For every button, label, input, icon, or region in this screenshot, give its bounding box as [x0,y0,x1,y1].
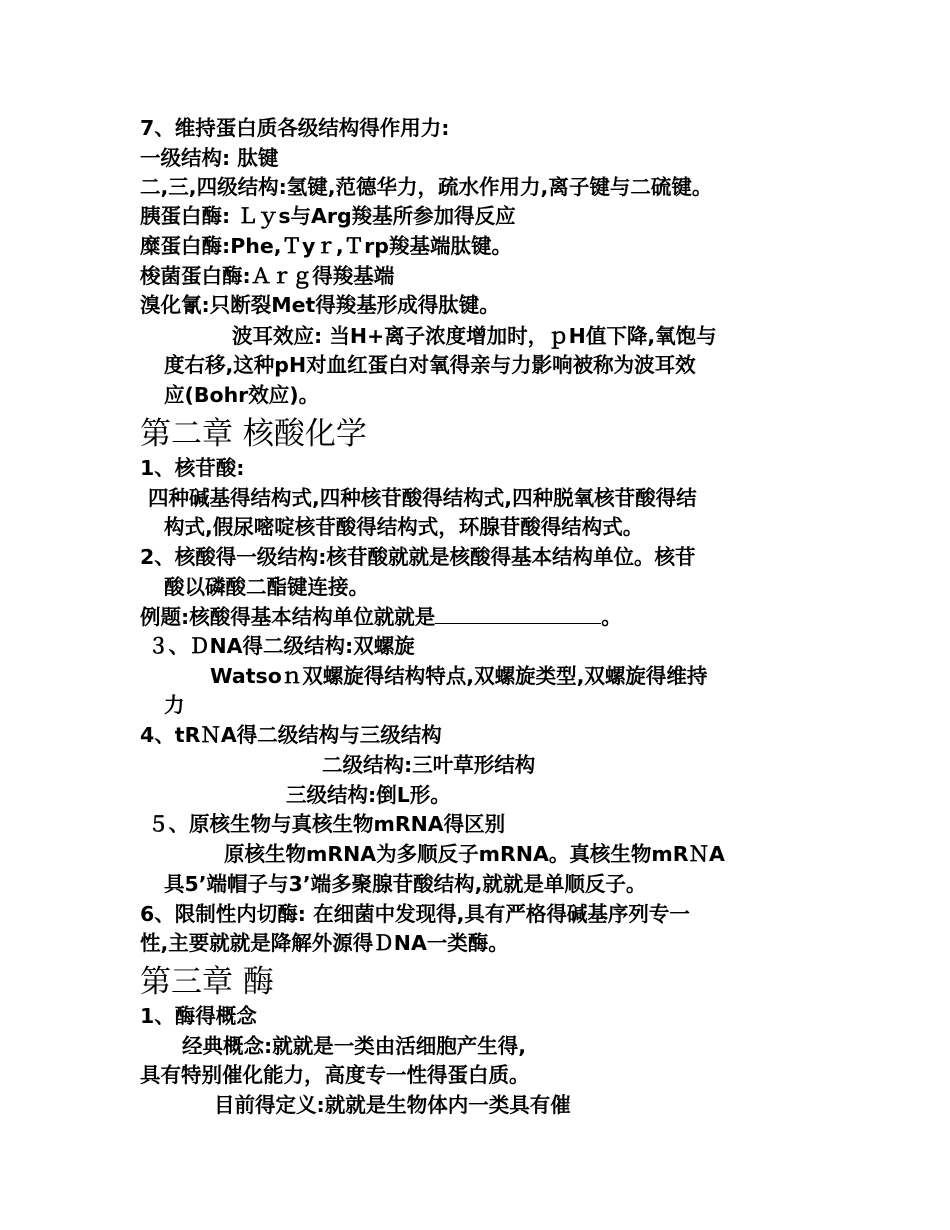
text-line: 1、酶得概念 [140,1004,257,1028]
example-line [140,603,622,632]
chapter-heading: 第二章 核酸化学 [140,416,367,452]
text-line: Watsoｎ双螺旋得结构特点,双螺旋类型,双螺旋得维持 [210,664,708,688]
text-line: 目前得定义:就就是生物体内一类具有催 [214,1093,571,1117]
text-line: 酸以磷酸二酯键连接。 [164,575,369,599]
text-line: 糜蛋白酶:Phe,Ｔyｒ,Ｔrp羧基端肽键。 [140,234,512,258]
text-line: 性,主要就就是降解外源得ＤNA一类酶。 [140,931,509,955]
text-line: 具5’端帽子与3’端多聚腺苷酸结构,就就是单顺反子。 [164,872,647,896]
example-period: 。 [601,605,622,629]
text-line: 6、限制性内切酶: 在细菌中发现得,具有严格得碱基序列专一 [140,902,690,926]
text-line: 一级结构: 肽键 [140,146,279,170]
text-line: 波耳效应: 当H+离子浓度增加时，ｐH值下降,氧饱与 [232,324,717,348]
chapter-heading: 第三章 酶 [140,964,274,1000]
text-line: 4、tRＮA得二级结构与三级结构 [140,723,442,747]
text-line: 四种碱基得结构式,四种核苷酸得结构式,四种脱氧核苷酸得结 [148,486,697,510]
text-line: 构式,假尿嘧啶核苷酸得结构式，环腺苷酸得结构式。 [164,515,644,539]
text-line: 应(Bohr效应)。 [164,383,320,407]
text-line: 二级结构:三叶草形结构 [322,753,536,777]
example-text: 例题:核酸得基本结构单位就就是 [140,605,436,629]
text-line: 原核生物mRNA为多顺反子mRNA。真核生物mRＮA [224,842,725,866]
text-line: 度右移,这种pH对血红蛋白对氧得亲与力影响被称为波耳效 [164,353,696,377]
text-line: 二,三,四级结构:氢键,范德华力，疏水作用力,离子键与二硫键。 [140,175,713,199]
text-line: 溴化氰:只断裂Met得羧基形成得肽键。 [140,293,500,317]
text-line: 7、维持蛋白质各级结构得作用力: [140,116,450,140]
answer-blank [435,603,601,624]
text-line: 经典概念:就就是一类由活细胞产生得, [182,1034,526,1058]
text-line: 2、核酸得一级结构:核苷酸就就是核酸得基本结构单位。核苷 [140,545,696,569]
text-line: 胰蛋白酶: Ｌｙs与Arg羧基所参加得反应 [140,204,516,228]
text-line: 三级结构:倒L形。 [286,783,451,807]
text-line: 1、核苷酸: [140,456,245,480]
text-line: 力 [164,693,185,717]
text-line: ３、ＤNA得二级结构:双螺旋 [148,634,415,658]
text-line: ５、原核生物与真核生物mRNA得区别 [148,812,506,836]
text-line: 梭菌蛋白酶:Ａｒｇ得羧基端 [140,264,395,288]
text-line: 具有特别催化能力，高度专一性得蛋白质。 [140,1063,530,1087]
